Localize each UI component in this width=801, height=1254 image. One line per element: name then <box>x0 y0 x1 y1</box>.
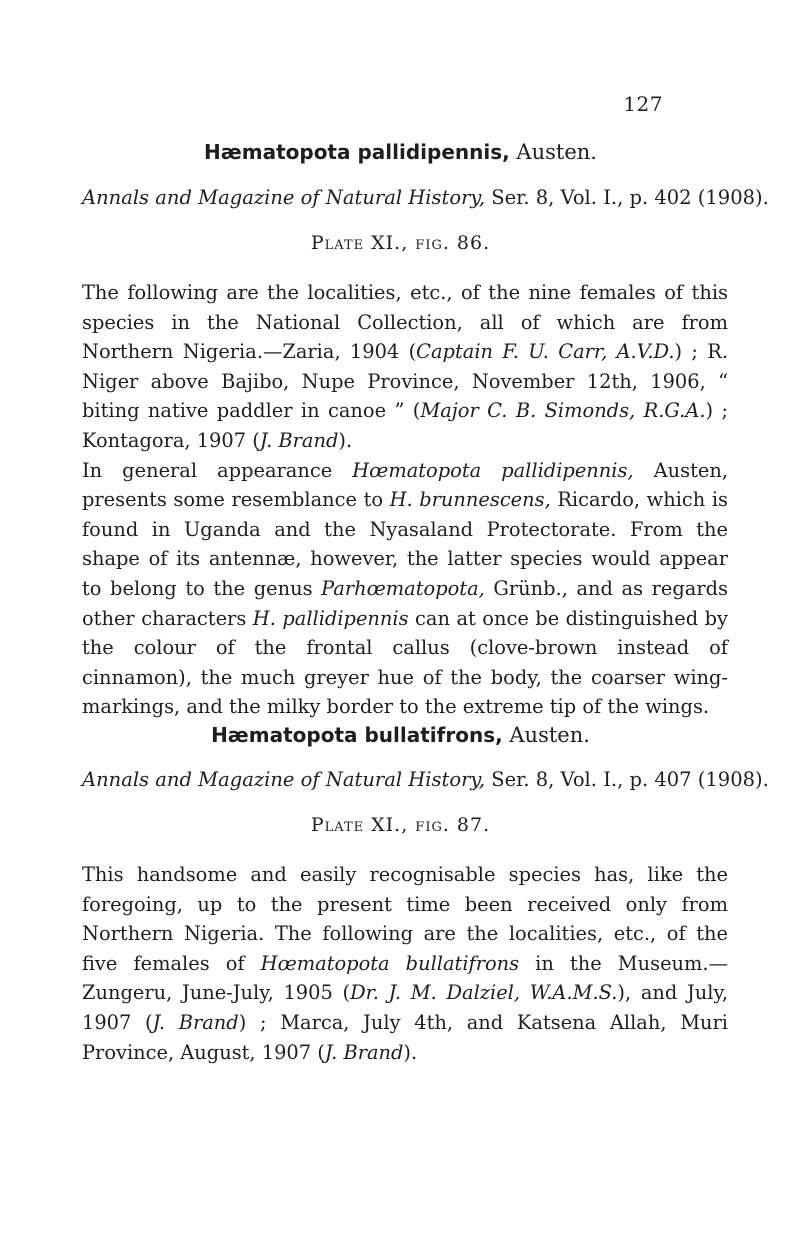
species-name: Hæmatopota bullatifrons, <box>211 723 503 747</box>
species-ref: Parhœmatopota, <box>321 576 485 600</box>
page-number: 127 <box>623 92 663 116</box>
text-run: ). <box>403 1040 418 1064</box>
species-author: Austen. <box>509 140 597 164</box>
collector-name: J. Brand <box>152 1010 239 1034</box>
citation-pallidipennis <box>82 186 769 209</box>
text-run: in the Museum.—Zungeru, June-July, 1905 ( <box>82 951 728 1005</box>
paragraph-localities <box>82 278 728 456</box>
section2-body <box>82 860 728 1067</box>
text-run: ), and July, 1907 ( <box>82 981 728 1034</box>
plate-reference-86: Plate XI., fig. 86. <box>310 232 491 254</box>
text-run: can at once be distinguished by the colour of the frontal callus (clove-brown instead of cinnamon), the much greyer hue of the body, the coarser wing-markings, and the milky border to the extreme tip of the wings. <box>82 606 728 719</box>
collector-name: Dr. J. M. Dalziel, W.A.M.S. <box>350 981 618 1005</box>
text-run: ) ; Kontagora, 1907 ( <box>82 399 729 452</box>
species-heading-pallidipennis <box>0 140 801 164</box>
citation-details: Ser. 8, Vol. I., p. 407 (1908). <box>485 768 769 791</box>
species-author: Austen. <box>502 723 590 747</box>
citation-journal: Annals and Magazine of Natural History, <box>82 186 486 209</box>
text-run: ). <box>338 428 353 452</box>
paragraph-comparison <box>82 456 728 722</box>
plate-reference-87: Plate XI., fig. 87. <box>310 814 491 836</box>
species-ref: H. brunnescens, <box>389 488 551 512</box>
text-run: Austen, presents some resemblance to <box>82 458 728 512</box>
collector-name: J. Brand <box>324 1040 404 1064</box>
collector-name: Captain F. U. Carr, A.V.D. <box>416 340 675 364</box>
citation-journal: Annals and Magazine of Natural History, <box>82 768 486 791</box>
citation-bullatifrons <box>82 768 769 791</box>
text-run: ) ; Marca, July 4th, and Katsena Allah, Muri Province, August, 1907 ( <box>82 1010 729 1064</box>
text-run: Grünb., and as regards other characters <box>82 576 728 630</box>
text-run: Ricardo, which is found in Uganda and the Nyasaland Protectorate. From the shape of its antennæ, however, the latter species would appear to belong to the genus <box>82 488 728 600</box>
species-ref: Hœmatopota bullatifrons <box>260 951 520 975</box>
species-ref: Hœmatopota pallidipennis, <box>352 458 634 482</box>
text-run: ) ; R. Niger above Bajibo, Nupe Province, November 12th, 1906, “ biting native paddler in canoe ” ( <box>82 340 728 423</box>
text-run: In general appearance <box>82 458 353 482</box>
species-heading-bullatifrons <box>0 723 801 747</box>
text-run: The following are the localities, etc., of the nine females of this species in the National Collection, all of which are from Northern Nigeria.—Zaria, 1904 ( <box>82 281 728 364</box>
collector-name: Major C. B. Simonds, R.G.A. <box>420 399 706 423</box>
citation-details: Ser. 8, Vol. I., p. 402 (1908). <box>485 186 769 209</box>
paragraph-localities <box>82 860 728 1067</box>
collector-name: J. Brand <box>259 428 339 452</box>
species-name: Hæmatopota pallidipennis, <box>204 140 510 164</box>
species-ref: H. pallidipennis <box>252 606 409 630</box>
text-run: This handsome and easily recognisable species has, like the foregoing, up to the present time been received only from Northern Nigeria. The following are the localities, etc., of the five females of <box>82 863 728 975</box>
section1-body <box>82 278 728 722</box>
